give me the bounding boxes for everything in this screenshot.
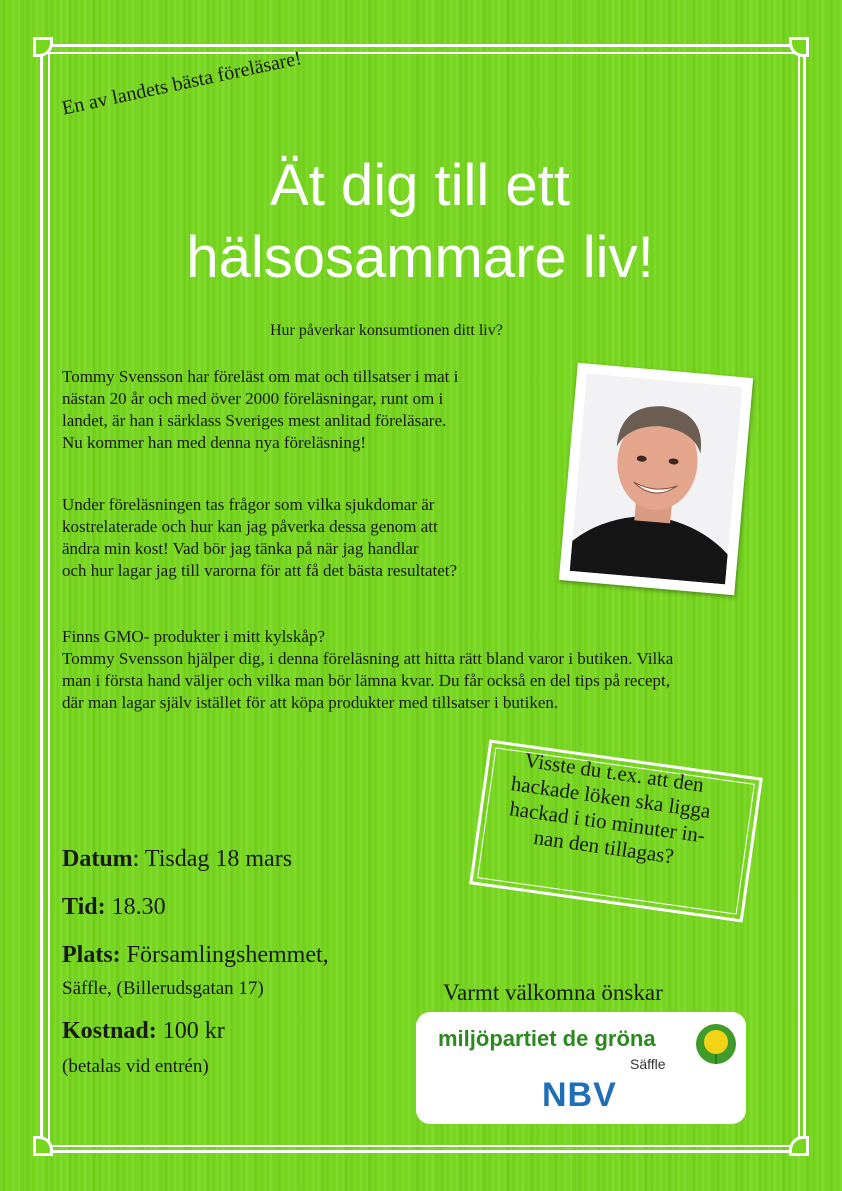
date-line: Datum: Tisdag 18 mars xyxy=(62,846,293,872)
cost-note: (betalas vid entrén) xyxy=(62,1056,209,1077)
topics-paragraph: Under föreläsningen tas frågor som vilka sjukdomar är kostrelaterade och hur kan jag påverka dessa genom att ändra min kost! Vad bör jag tänka på när jag handlar och hur lagar jag till varorna för att få det bästa resultatet? xyxy=(62,495,458,580)
tagline: En av landets bästa föreläsare! xyxy=(60,47,304,120)
fact-text: Visste du t.ex. att den hackade löken ska ligga hackad i tio minuter in- nan den tillagas? xyxy=(508,747,713,869)
mp-logo-name: miljöpartiet de gröna xyxy=(438,1026,656,1051)
speaker-photo xyxy=(559,363,753,596)
dandelion-logo-icon xyxy=(694,1022,738,1066)
sponsor-logos xyxy=(416,1012,746,1124)
time-line: Tid: 18.30 xyxy=(62,894,166,920)
mp-logo-city: Säffle xyxy=(630,1056,666,1072)
gmo-paragraph: Finns GMO- produkter i mitt kylskåp? Tommy Svensson hjälper dig, i denna föreläsning att hitta rätt bland varor i butiken. Vilka man i första hand väljer och vilka man bör lämna kvar. Du får också en del tips på recept, där man lagar själv istället för att köpa produkter med tillsatser i butiken. xyxy=(62,627,674,712)
page-title: Ät dig till ett hälsosammare liv! xyxy=(186,153,654,290)
nbv-logo: NBV xyxy=(542,1076,617,1114)
welcome-text: Varmt välkomna önskar xyxy=(443,980,663,1005)
cost-line: Kostnad: 100 kr xyxy=(62,1018,225,1044)
subtitle: Hur påverkar konsumtionen ditt liv? xyxy=(270,322,503,339)
place-address: Säffle, (Billerudsgatan 17) xyxy=(62,978,264,999)
intro-paragraph: Tommy Svensson har föreläst om mat och tillsatser i mat i nästan 20 år och med över 2000 föreläsningar, runt om i landet, är han i särklass Sveriges mest anlitad föreläsare. Nu kommer han med denna nya föreläsning! xyxy=(62,367,459,452)
place-line: Plats: Församlingshemmet, xyxy=(62,942,329,968)
portrait-photo xyxy=(570,374,743,585)
